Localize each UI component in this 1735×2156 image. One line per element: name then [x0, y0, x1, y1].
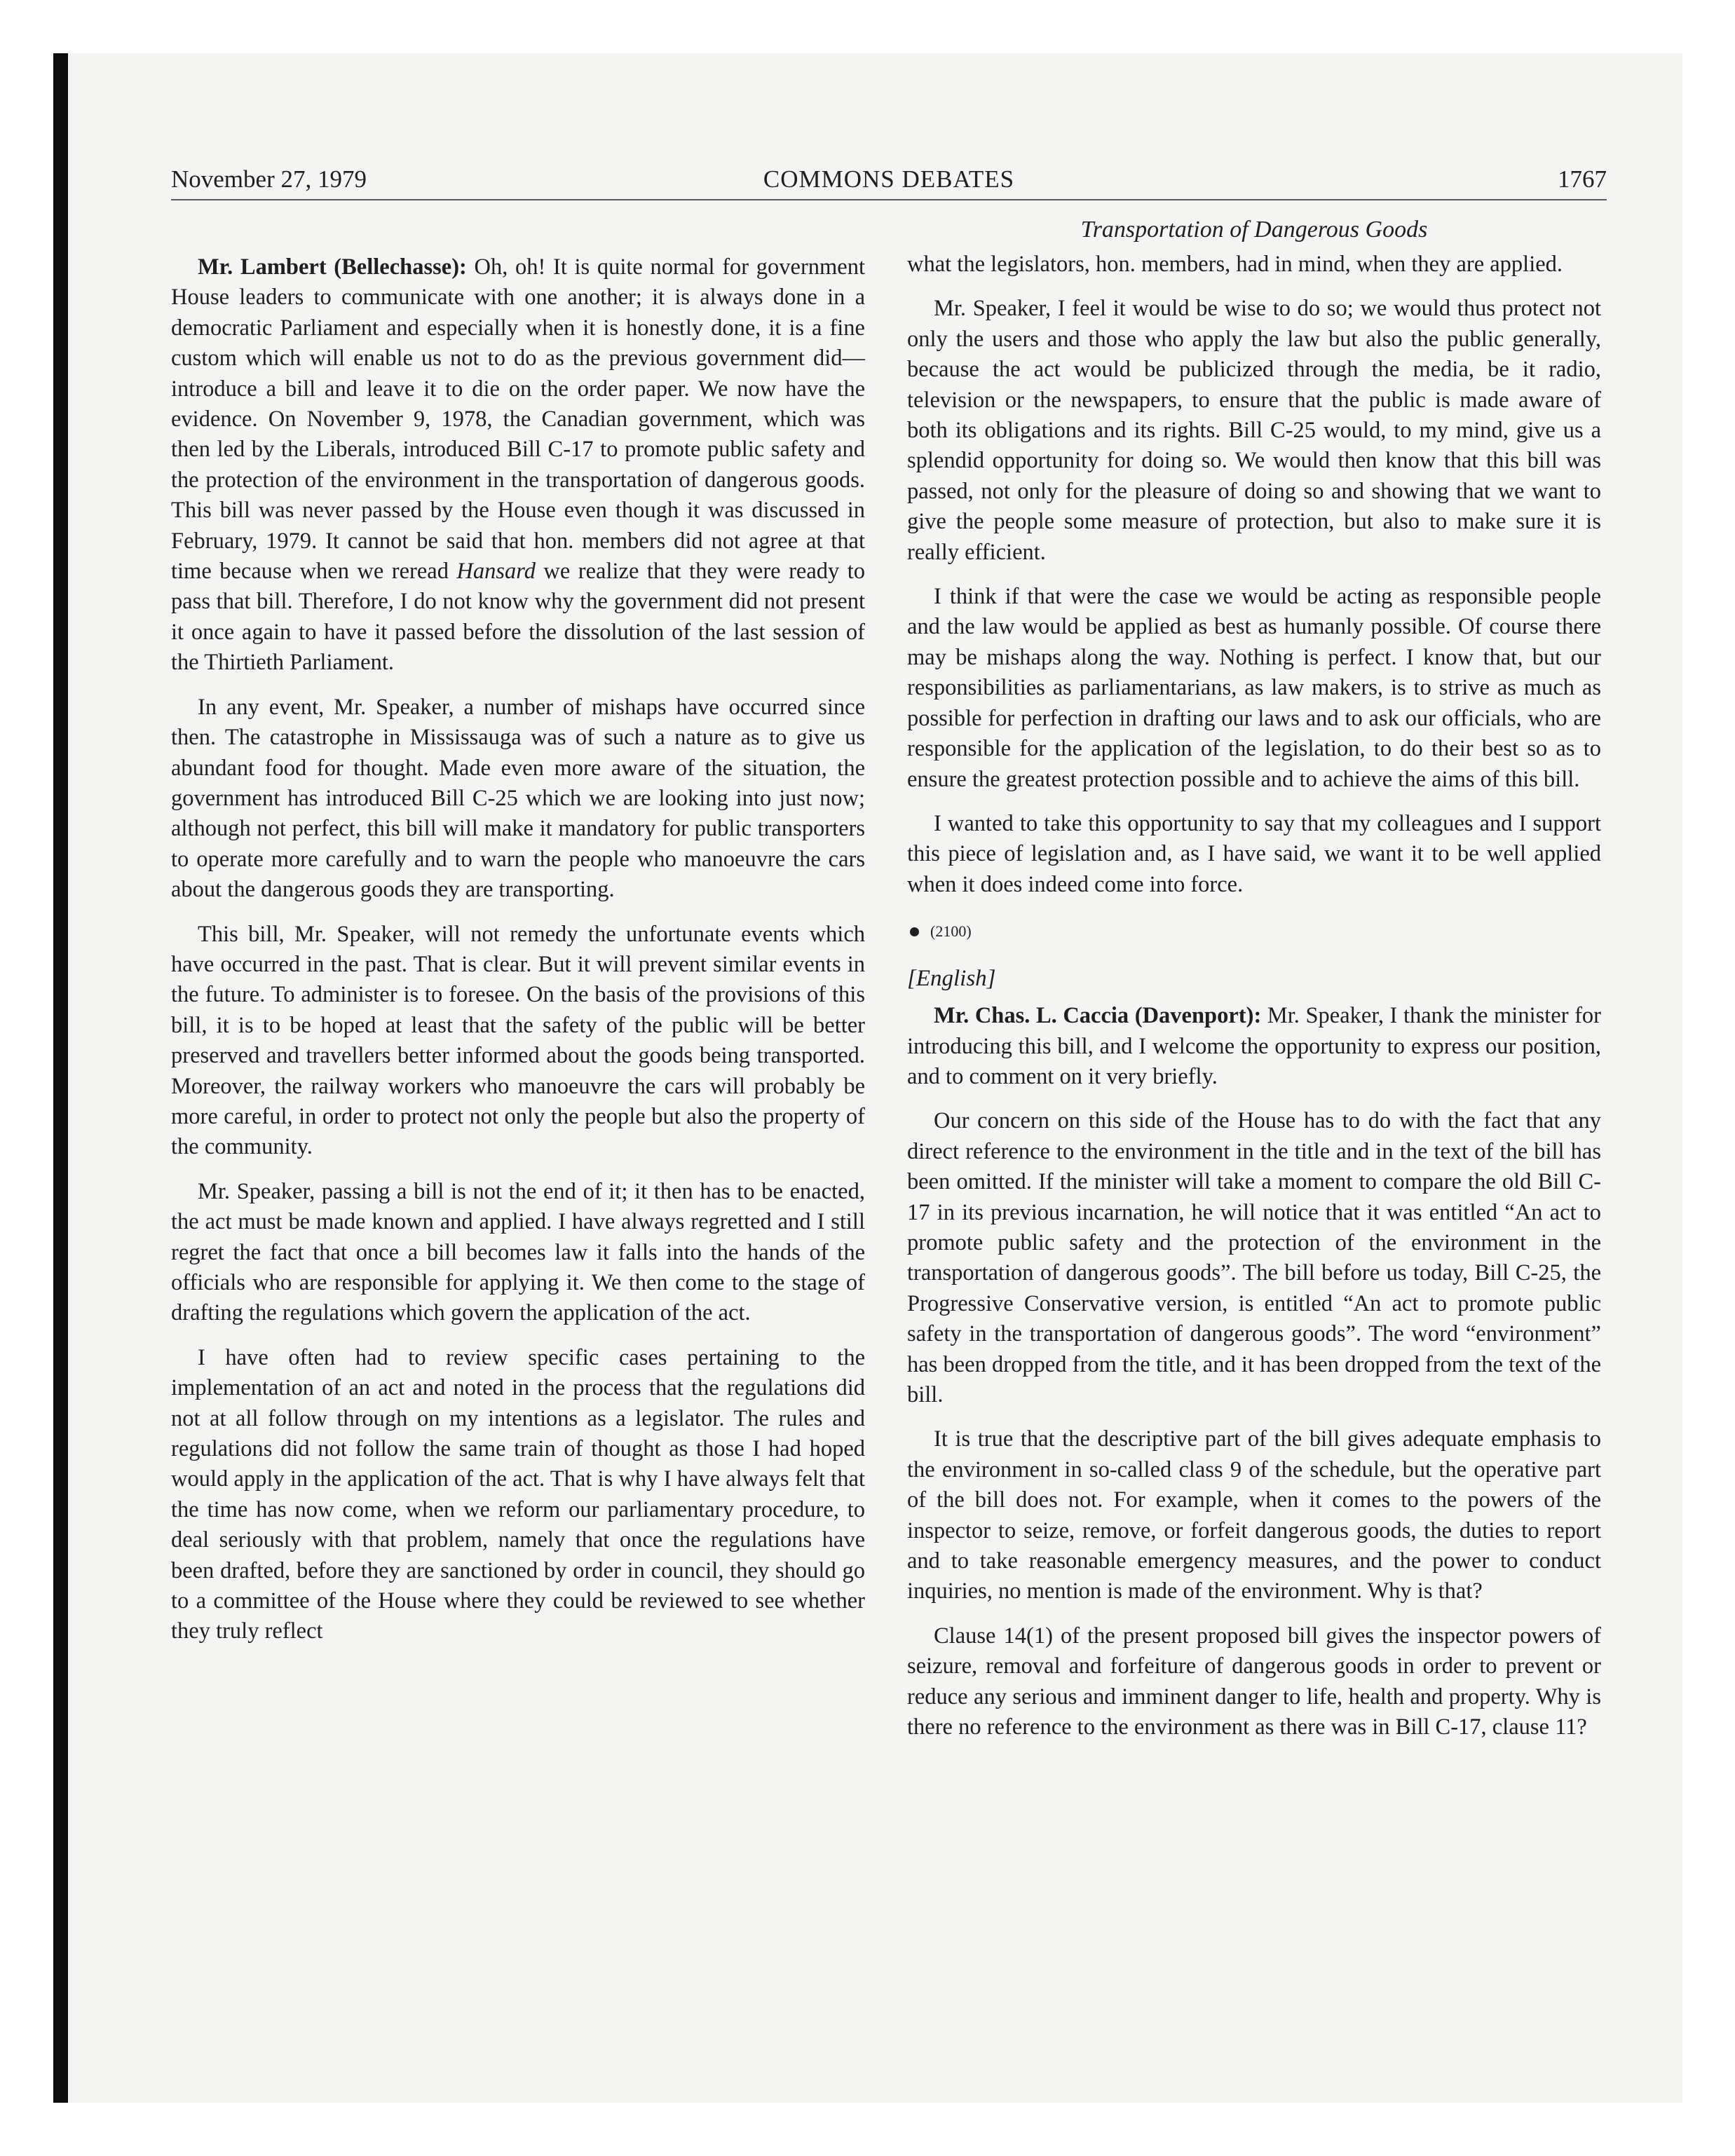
paragraph: It is true that the descriptive part of the bill gives adequate emphasis to the environment in so-called class 9 of the schedule, but the operative part of the bill does not. For example, when it comes to the powers of the inspector to seize, remove, or forfeit dangerous goods, the duties to report and to take reasonable emergency measures, and the power to conduct inquiries, no mention is made of the environment. Why is that?: [907, 1426, 1601, 1604]
right-column: [907, 213, 1601, 1756]
page-header: [171, 160, 1607, 199]
time-marker-text: (2100): [930, 922, 972, 941]
header-publication-title: COMMONS DEBATES: [763, 165, 1015, 193]
paragraph: Mr. Speaker, passing a bill is not the end of it; it then has to be enacted, the act must be made known and applied. I have always regretted and I still regret the fact that once a bill becomes law it falls into the hands of the officials who are responsible for applying it. We then come to the stage of drafting the regulations which govern the application of the act.: [171, 1178, 865, 1326]
paragraph: I have often had to review specific cases pertaining to the implementation of an act and noted in the process that the regulations did not at all follow through on my intentions as a legislator. The rules and regulations did not follow the same train of thought as those I had hoped would apply in the application of the act. That is why I have always felt that the time has now come, when we reform our parliamentary procedure, to deal seriously with that problem, namely that once the regulations have been drafted, before they are sanctioned by order in council, they should go to a committee of the House where they could be reviewed to see whether they truly reflect: [171, 1344, 865, 1644]
paragraph-text: Mr. Speaker, I thank the minister for introducing this bill, and I welcome the opportunity to express our position, and to comment on it very briefly.: [907, 1003, 1601, 1089]
language-tag: [English]: [907, 966, 996, 992]
paragraph-lambert-opening: [171, 252, 865, 678]
header-date: November 27, 1979: [171, 165, 367, 193]
hansard-reference: Hansard: [456, 559, 536, 585]
paragraph-caccia-opening: [907, 1001, 1601, 1092]
header-rule: [171, 199, 1607, 200]
running-title: Transportation of Dangerous Goods: [1080, 217, 1428, 243]
paragraph-text: we realize that they were ready to pass that bill. Therefore, I do not know why the government did not present it once again to have it passed before the dissolution of the last session of the Thirtieth Parliament.: [171, 559, 865, 676]
scan-border-edge: [53, 53, 68, 2103]
bullet-icon: [910, 927, 919, 936]
speaker-name: Mr. Lambert (Bellechasse):: [198, 254, 467, 280]
paragraph: In any event, Mr. Speaker, a number of mishaps have occurred since then. The catastrophe in Mississauga was of such a nature as to give us abundant food for thought. Made even more aware of the situation, the government has introduced Bill C-25 which we are looking into just now; although not perfect, this bill will make it mandatory for public transporters to operate more carefully and to warn the people who manoeuvre the cars about the dangerous goods they are transporting.: [171, 694, 865, 903]
paragraph: This bill, Mr. Speaker, will not remedy the unfortunate events which have occurred in the past. That is clear. But it will prevent similar events in the future. To administer is to foresee. On the basis of the provisions of this bill, it is to be hoped at least that the safety of the public will be better preserved and travellers better informed about the goods being transported. Moreover, the railway workers who manoeuvre the cars will probably be more careful, in order to protect not only the people but also the property of the community.: [171, 921, 865, 1160]
paragraph: I think if that were the case we would be acting as responsible people and the law would be applied as best as humanly possible. Of course there may be mishaps along the way. Nothing is perfect. I know that, but our responsibilities as parliamentarians, as law makers, is to strive as much as possible for perfection in drafting our laws and to ask our officials, who are responsible for the application of the legislation, to do their best so as to ensure the greatest protection possible and to achieve the aims of this bill.: [907, 584, 1601, 792]
speaker-name: Mr. Chas. L. Caccia (Davenport):: [934, 1003, 1262, 1029]
header-page-number: 1767: [1558, 165, 1607, 193]
paragraph-text: Oh, oh! It is quite normal for government House leaders to communicate with one another; it is always done in a democratic Parliament and especially when it is honestly done, it is a fine custom which will enable us not to do as the previous government did—introduce a bill and leave it to die on the order paper. We now have the evidence. On November 9, 1978, the Canadian government, which was then led by the Liberals, introduced Bill C-17 to promote public safety and the protection of the environment in the transportation of dangerous goods. This bill was never passed by the House even though it was discussed in February, 1979. It cannot be said that hon. members did not agree at that time because when we reread: [171, 254, 865, 585]
paragraph: Clause 14(1) of the present proposed bill gives the inspector powers of seizure, removal and forfeiture of dangerous goods in order to prevent or reduce any serious and imminent danger to life, health and property. Why is there no reference to the environment as there was in Bill C-17, clause 11?: [907, 1623, 1601, 1740]
time-marker: [907, 921, 1601, 942]
paragraph-continued: what the legislators, hon. members, had in mind, when they are applied.: [907, 252, 1563, 277]
paragraph: I wanted to take this opportunity to say that my colleagues and I support this piece of legislation and, as I have said, we want it to be well applied when it does indeed come into force.: [907, 810, 1601, 897]
paragraph: Our concern on this side of the House has to do with the fact that any direct reference to the environment in the title and in the text of the bill has been omitted. If the minister will take a moment to compare the old Bill C-17 in its previous incarnation, he will notice that it was entitled “An act to promote public safety and the protection of the environment in the transportation of dangerous goods”. The bill before us today, Bill C-25, the Progressive Conservative version, is entitled “An act to promote public safety in the transportation of dangerous goods”. The word “environment” has been dropped from the title, and it has been dropped from the text of the bill.: [907, 1108, 1601, 1407]
left-column: [171, 252, 865, 1661]
paragraph: Mr. Speaker, I feel it would be wise to do so; we would thus protect not only the users and those who apply the law but also the public generally, because the act would be publicized through the media, be it radio, television or the newspapers, to ensure that the public is made aware of both its obligations and its rights. Bill C-25 would, to my mind, give us a splendid opportunity for doing so. We would then know that this bill was passed, not only for the pleasure of doing so and showing that we want to give the people some measure of protection, but also to make sure it is really efficient.: [907, 296, 1601, 565]
